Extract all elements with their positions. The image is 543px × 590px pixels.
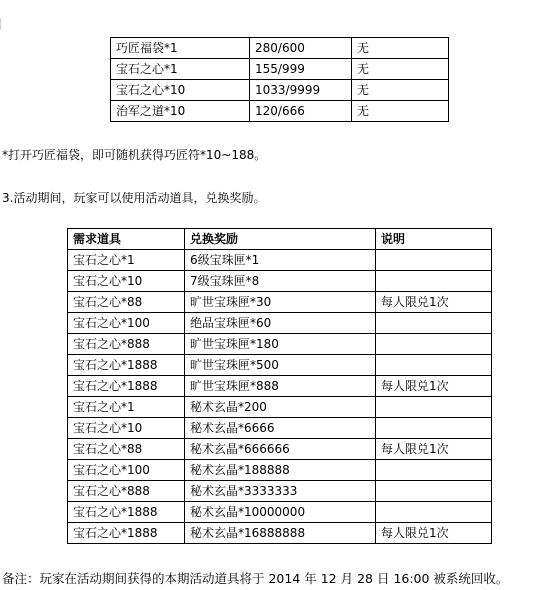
table-cell: 7级宝珠匣*8 xyxy=(185,271,376,292)
table-row xyxy=(111,38,449,59)
table-cell: 宝石之心*1888 xyxy=(68,523,185,544)
table-cell: 宝石之心*1 xyxy=(111,59,250,80)
table-cell: 120/666 xyxy=(250,101,352,122)
table-cell: 宝石之心*888 xyxy=(68,334,185,355)
table-row xyxy=(68,502,492,523)
table-cell: 每人限兑1次 xyxy=(376,523,492,544)
table-cell: 每人限兑1次 xyxy=(376,439,492,460)
table-cell: 秘术玄晶*200 xyxy=(185,397,376,418)
table-cell: 旷世宝珠匣*500 xyxy=(185,355,376,376)
table-cell: 宝石之心*1 xyxy=(68,397,185,418)
header-required-item: 需求道具 xyxy=(68,229,185,250)
table-row xyxy=(68,313,492,334)
table-cell xyxy=(376,502,492,523)
table-cell: 宝石之心*1 xyxy=(68,250,185,271)
table-cell: 宝石之心*100 xyxy=(68,313,185,334)
table-row xyxy=(68,355,492,376)
table-row xyxy=(68,334,492,355)
table-row xyxy=(111,80,449,101)
table-cell: 无 xyxy=(352,80,449,101)
table-row xyxy=(68,439,492,460)
note-exchange-intro: 3.活动期间，玩家可以使用活动道具，兑换奖励。 xyxy=(2,191,266,205)
table-row xyxy=(68,250,492,271)
remark-text: 备注：玩家在活动期间获得的本期活动道具将于 2014 年 12 月 28 日 16:00 被系统回收。 xyxy=(2,571,509,586)
table-cell: 1033/9999 xyxy=(250,80,352,101)
table-row xyxy=(68,271,492,292)
table-cell: 宝石之心*1888 xyxy=(68,502,185,523)
table-cell: 绝品宝珠匣*60 xyxy=(185,313,376,334)
table-cell: 宝石之心*888 xyxy=(68,481,185,502)
table-cell: 每人限兑1次 xyxy=(376,376,492,397)
table-cell: 无 xyxy=(352,59,449,80)
table-cell: 巧匠福袋*1 xyxy=(111,38,250,59)
table-cell: 宝石之心*1888 xyxy=(68,355,185,376)
table-cell: 无 xyxy=(352,38,449,59)
table-cell: 280/600 xyxy=(250,38,352,59)
table-cell xyxy=(376,481,492,502)
table-cell xyxy=(376,397,492,418)
table-cell: 秘术玄晶*3333333 xyxy=(185,481,376,502)
left-margin-rule xyxy=(0,18,1,30)
table-cell: 秘术玄晶*16888888 xyxy=(185,523,376,544)
header-reward: 兑换奖励 xyxy=(185,229,376,250)
table-cell: 旷世宝珠匣*30 xyxy=(185,292,376,313)
table-cell: 宝石之心*88 xyxy=(68,292,185,313)
table-row xyxy=(68,376,492,397)
table-cell xyxy=(376,418,492,439)
note-lucky-bag: *打开巧匠福袋，即可随机获得巧匠符*10~188。 xyxy=(2,148,267,162)
cost-table xyxy=(110,37,449,122)
table-cell: 秘术玄晶*666666 xyxy=(185,439,376,460)
table-cell: 宝石之心*10 xyxy=(111,80,250,101)
table-cell xyxy=(376,334,492,355)
table-cell: 宝石之心*10 xyxy=(68,271,185,292)
table-cell: 宝石之心*10 xyxy=(68,418,185,439)
header-description: 说明 xyxy=(376,229,492,250)
cost-table-body xyxy=(111,38,449,122)
table-cell xyxy=(376,355,492,376)
table-cell: 旷世宝珠匣*180 xyxy=(185,334,376,355)
table-cell xyxy=(376,271,492,292)
table-cell: 无 xyxy=(352,101,449,122)
table-row xyxy=(68,397,492,418)
table-row xyxy=(68,460,492,481)
table-row xyxy=(111,59,449,80)
table-row xyxy=(68,292,492,313)
table-cell xyxy=(376,250,492,271)
table-row xyxy=(68,418,492,439)
exchange-table xyxy=(67,228,492,544)
exchange-table-body xyxy=(68,250,492,544)
table-cell: 155/999 xyxy=(250,59,352,80)
table-cell: 每人限兑1次 xyxy=(376,292,492,313)
table-cell: 秘术玄晶*6666 xyxy=(185,418,376,439)
table-row xyxy=(111,101,449,122)
table-cell: 宝石之心*100 xyxy=(68,460,185,481)
table-row xyxy=(68,523,492,544)
table-cell: 宝石之心*88 xyxy=(68,439,185,460)
table-row xyxy=(68,481,492,502)
table-cell: 6级宝珠匣*1 xyxy=(185,250,376,271)
table-cell: 治军之道*10 xyxy=(111,101,250,122)
table-cell xyxy=(376,313,492,334)
table-cell: 秘术玄晶*10000000 xyxy=(185,502,376,523)
table-cell: 宝石之心*1888 xyxy=(68,376,185,397)
table-header-row xyxy=(68,229,492,250)
table-cell: 旷世宝珠匣*888 xyxy=(185,376,376,397)
table-cell: 秘术玄晶*188888 xyxy=(185,460,376,481)
table-cell xyxy=(376,460,492,481)
